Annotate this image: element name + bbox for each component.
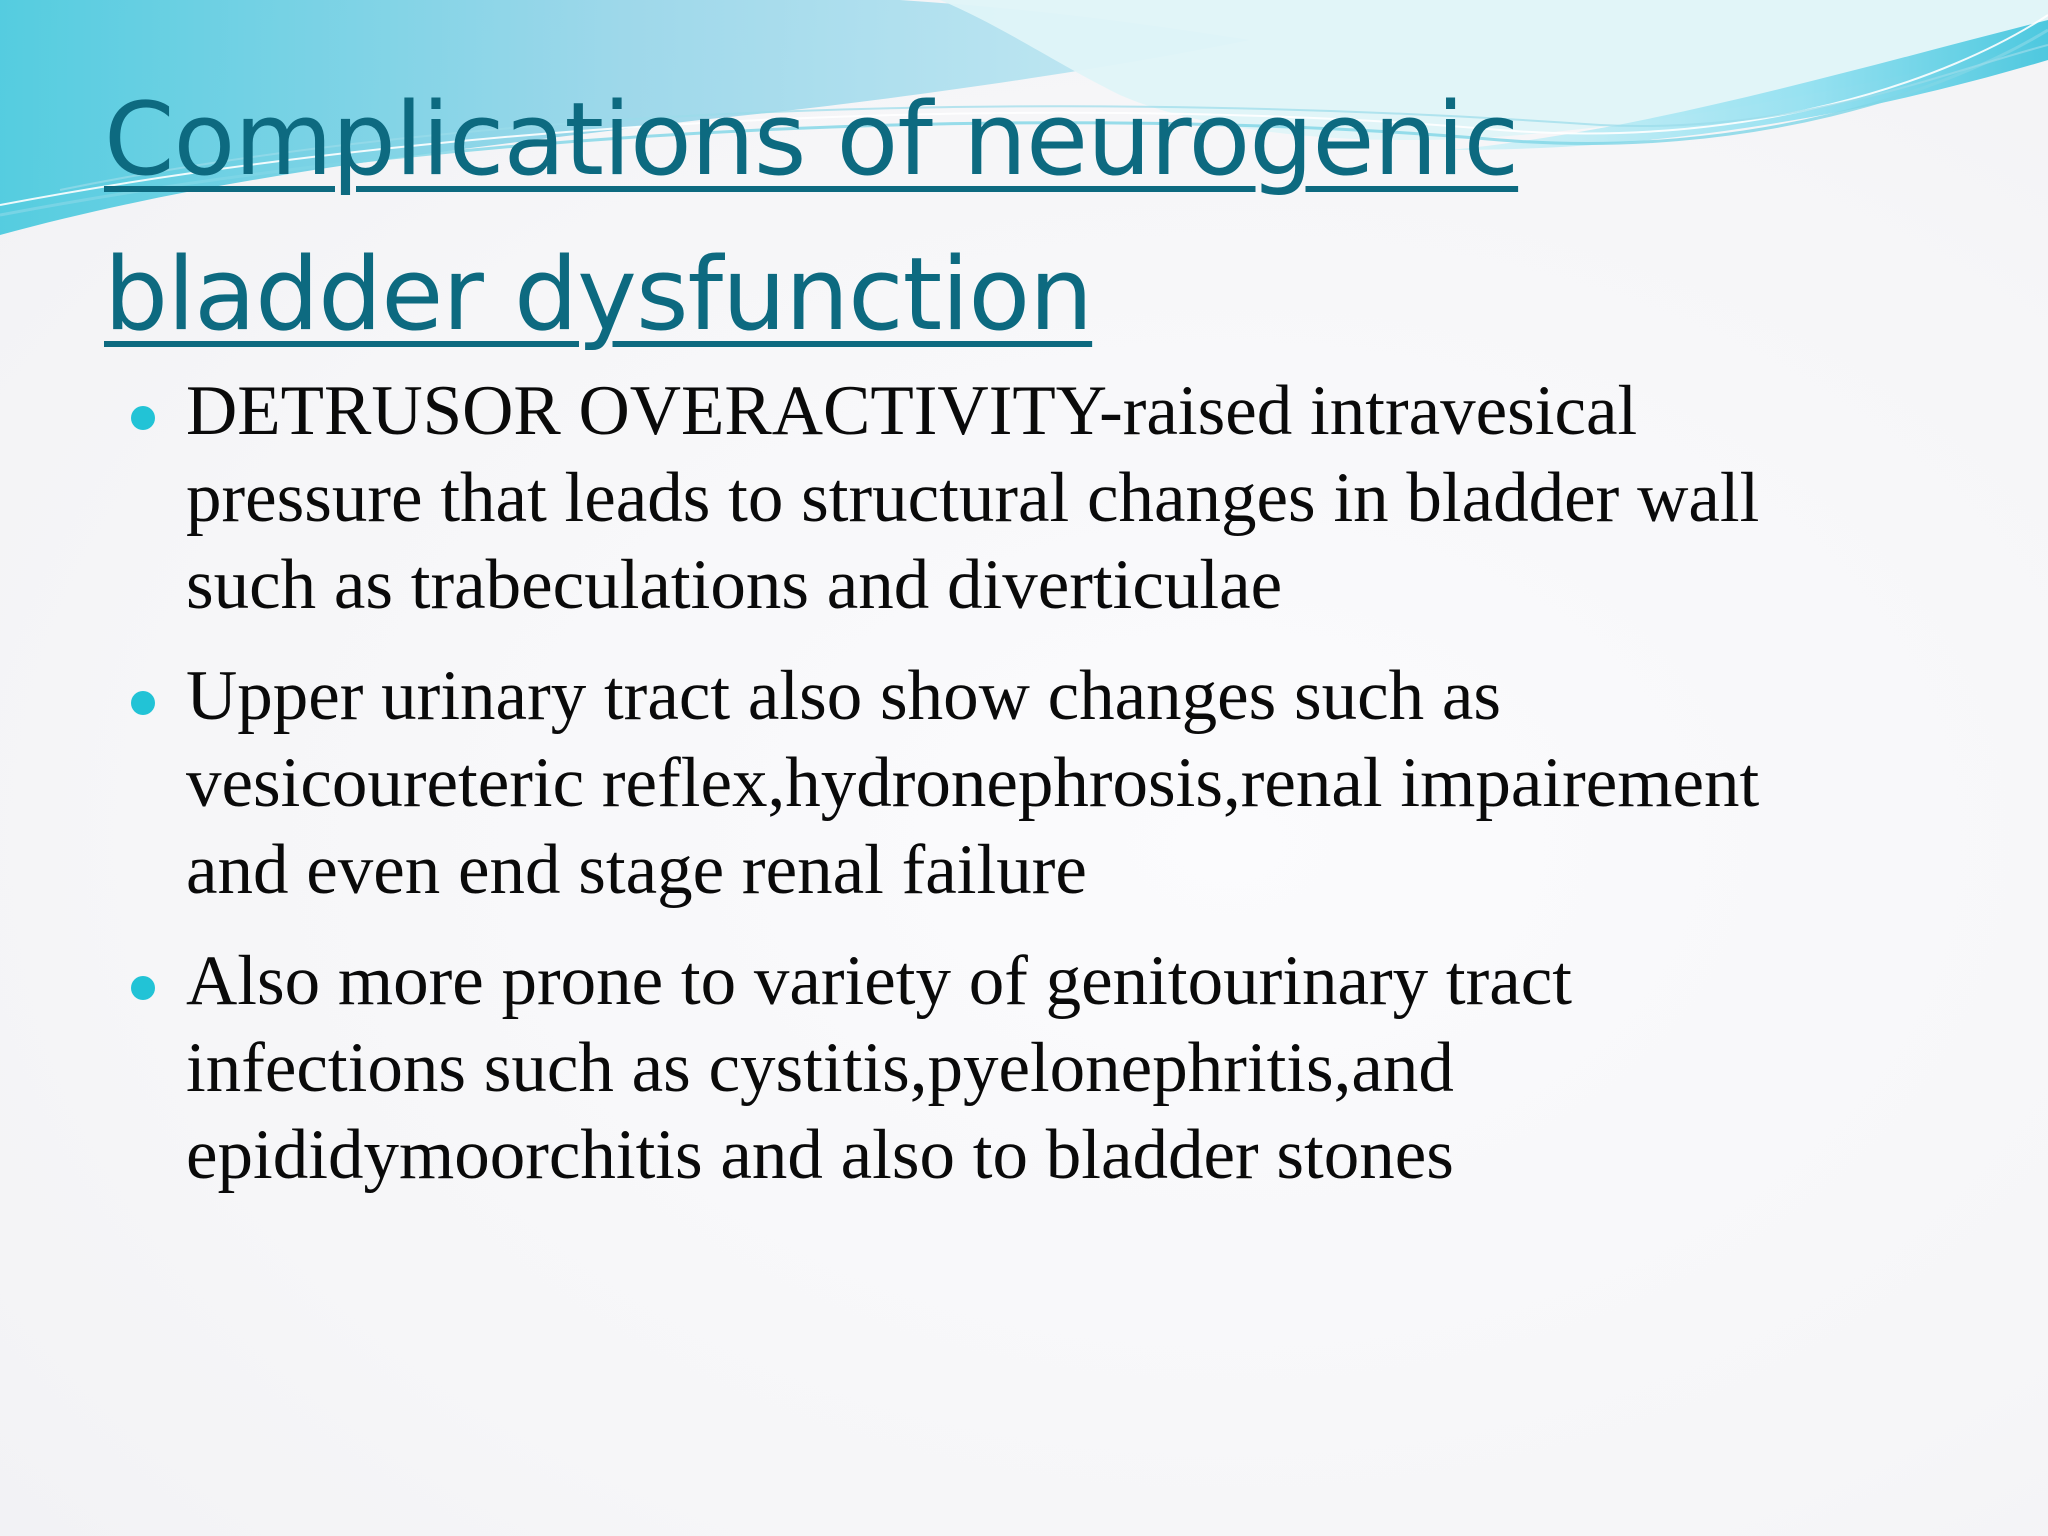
bullet-marker-icon [131,406,155,430]
bullet-item [0,368,1920,629]
bullet-marker-icon [131,976,155,1000]
bullet-text: DETRUSOR OVERACTIVITY-raised intravesical pressure that leads to structural changes in bladder wall such as trabeculations and diverticulae [186,372,1760,624]
bullet-list [0,368,1920,1223]
bullet-item [0,653,1920,914]
bullet-text: Upper urinary tract also show changes such as vesicoureteric reflex,hydronephrosis,renal impairement and even end stage renal failure [186,657,1760,909]
bullet-text: Also more prone to variety of genitourinary tract infections such as cystitis,pyelonephritis,and epididymoorchitis and also to bladder stones [186,942,1573,1194]
bullet-marker-icon [131,691,155,715]
slide-title: Complications of neurogenic bladder dysfunction [104,80,1519,353]
bullet-item [0,938,1920,1199]
